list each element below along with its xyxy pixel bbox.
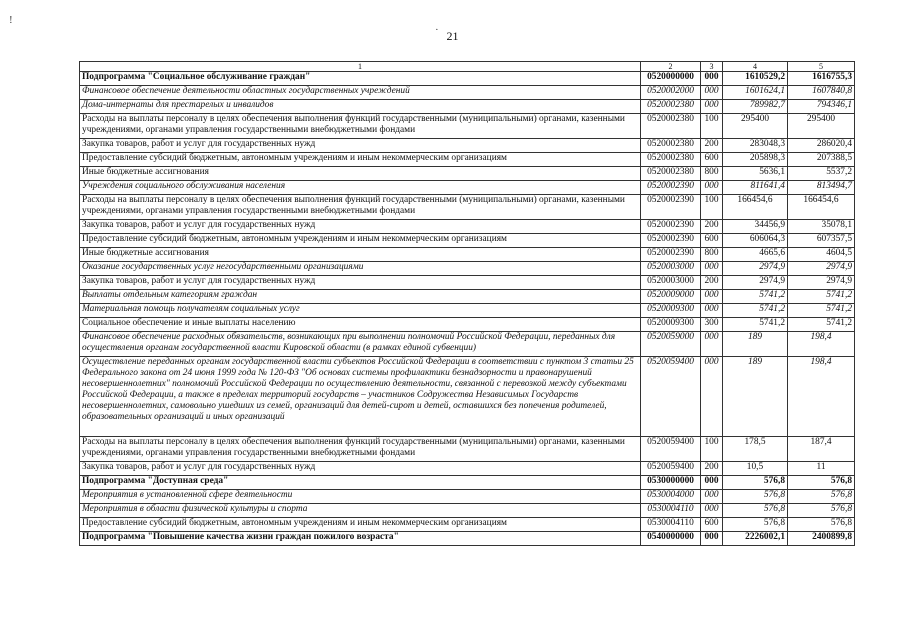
row-value-4: 576,8 bbox=[723, 518, 788, 532]
table-row bbox=[80, 234, 855, 248]
row-code: 0520002000 bbox=[641, 86, 701, 100]
row-value-5: 607357,5 bbox=[788, 234, 855, 248]
table-row bbox=[80, 114, 855, 139]
row-type: 000 bbox=[701, 357, 723, 437]
row-value-5: 576,8 bbox=[788, 518, 855, 532]
row-code: 0520059000 bbox=[641, 332, 701, 357]
table-row bbox=[80, 290, 855, 304]
table-row bbox=[80, 220, 855, 234]
row-type: 000 bbox=[701, 476, 723, 490]
row-value-4: 10,5 bbox=[723, 462, 788, 476]
row-value-4: 5741,2 bbox=[723, 304, 788, 318]
row-value-4: 811641,4 bbox=[723, 181, 788, 195]
table-row bbox=[80, 490, 855, 504]
row-value-5: 2400899,8 bbox=[788, 532, 855, 546]
column-header-5: 5 bbox=[788, 62, 855, 72]
row-value-4: 576,8 bbox=[723, 490, 788, 504]
row-name: Расходы на выплаты персоналу в целях обеспечения выполнения функций государственными (муниципальными) органами, казенными учреждениями, органами управления государственными внебюджетными фондами bbox=[80, 195, 641, 220]
row-type: 600 bbox=[701, 518, 723, 532]
row-type: 100 bbox=[701, 195, 723, 220]
row-value-5: 11 bbox=[788, 462, 855, 476]
table-row bbox=[80, 86, 855, 100]
row-code: 0540000000 bbox=[641, 532, 701, 546]
table-row bbox=[80, 153, 855, 167]
column-header-1: 1 bbox=[80, 62, 641, 72]
table-row bbox=[80, 304, 855, 318]
row-name: Дома-интернаты для престарелых и инвалидов bbox=[80, 100, 641, 114]
table-row bbox=[80, 462, 855, 476]
column-header-2: 2 bbox=[641, 62, 701, 72]
row-code: 0520002380 bbox=[641, 114, 701, 139]
row-code: 0520002390 bbox=[641, 248, 701, 262]
row-type: 800 bbox=[701, 167, 723, 181]
row-value-4: 576,8 bbox=[723, 476, 788, 490]
row-value-5: 1616755,3 bbox=[788, 72, 855, 86]
row-value-5: 4604,5 bbox=[788, 248, 855, 262]
row-name: Предоставление субсидий бюджетным, автономным учреждениям и иным некоммерческим организациям bbox=[80, 153, 641, 167]
row-type: 000 bbox=[701, 332, 723, 357]
row-value-5: 187,4 bbox=[788, 437, 855, 462]
row-name: Подпрограмма "Доступная среда" bbox=[80, 476, 641, 490]
row-type: 000 bbox=[701, 181, 723, 195]
table-row bbox=[80, 318, 855, 332]
row-code: 0520003000 bbox=[641, 262, 701, 276]
row-code: 0520009000 bbox=[641, 290, 701, 304]
table-row bbox=[80, 357, 855, 437]
row-value-5: 286020,4 bbox=[788, 139, 855, 153]
row-value-5: 2974,9 bbox=[788, 262, 855, 276]
row-type: 000 bbox=[701, 304, 723, 318]
row-code: 0520002380 bbox=[641, 153, 701, 167]
row-code: 0520009300 bbox=[641, 318, 701, 332]
budget-table-body bbox=[80, 62, 855, 546]
table-row bbox=[80, 476, 855, 490]
table-row bbox=[80, 276, 855, 290]
row-type: 000 bbox=[701, 490, 723, 504]
table-row bbox=[80, 518, 855, 532]
row-value-5: 794346,1 bbox=[788, 100, 855, 114]
table-row bbox=[80, 262, 855, 276]
row-value-5: 5741,2 bbox=[788, 290, 855, 304]
row-name: Иные бюджетные ассигнования bbox=[80, 248, 641, 262]
row-value-4: 295400 bbox=[723, 114, 788, 139]
row-value-5: 198,4 bbox=[788, 332, 855, 357]
row-type: 000 bbox=[701, 504, 723, 518]
row-value-4: 5741,2 bbox=[723, 318, 788, 332]
row-type: 800 bbox=[701, 248, 723, 262]
row-code: 0520000000 bbox=[641, 72, 701, 86]
row-code: 0520002380 bbox=[641, 139, 701, 153]
table-row bbox=[80, 167, 855, 181]
row-value-4: 1601624,1 bbox=[723, 86, 788, 100]
row-name: Мероприятия в установленной сфере деятельности bbox=[80, 490, 641, 504]
row-type: 100 bbox=[701, 437, 723, 462]
scan-dot: · bbox=[435, 24, 439, 36]
row-type: 200 bbox=[701, 220, 723, 234]
row-value-5: 35078,1 bbox=[788, 220, 855, 234]
row-name: Подпрограмма "Повышение качества жизни граждан пожилого возраста" bbox=[80, 532, 641, 546]
row-code: 0520059400 bbox=[641, 357, 701, 437]
row-type: 000 bbox=[701, 532, 723, 546]
row-code: 0520002390 bbox=[641, 234, 701, 248]
row-type: 200 bbox=[701, 139, 723, 153]
row-value-4: 166454,6 bbox=[723, 195, 788, 220]
row-code: 0520059400 bbox=[641, 462, 701, 476]
row-type: 000 bbox=[701, 262, 723, 276]
row-type: 000 bbox=[701, 86, 723, 100]
row-name: Осуществление переданных органам государственной власти субъектов Российской Федерации в соответствии с пунктом 3 статьи 25 Федерального закона от 24 июня 1999 года № 120-ФЗ "Об основах системы профилактики безнадзорности и правонарушений несовершеннолетних" полномочий Российской Федерации по осуществлению деятельности, связанной с перевозкой между субъектами Российской Федерации, а также в пределах территорий государств – участников Содружества Независимых Государств несовершеннолетних, самовольно ушедших из семей, организаций для детей-сирот и детей, оставшихся без попечения родителей, образовательных организаций и иных организаций bbox=[80, 357, 641, 437]
table-row bbox=[80, 248, 855, 262]
row-name: Иные бюджетные ассигнования bbox=[80, 167, 641, 181]
row-value-4: 1610529,2 bbox=[723, 72, 788, 86]
row-type: 600 bbox=[701, 234, 723, 248]
row-type: 200 bbox=[701, 276, 723, 290]
column-header-3: 3 bbox=[701, 62, 723, 72]
row-value-4: 4665,6 bbox=[723, 248, 788, 262]
row-code: 0520003000 bbox=[641, 276, 701, 290]
row-name: Оказание государственных услуг негосударственными организациями bbox=[80, 262, 641, 276]
row-name: Финансовое обеспечение деятельности областных государственных учреждений bbox=[80, 86, 641, 100]
table-row bbox=[80, 504, 855, 518]
column-header-4: 4 bbox=[723, 62, 788, 72]
table-row bbox=[80, 139, 855, 153]
row-name: Выплаты отдельным категориям граждан bbox=[80, 290, 641, 304]
table-row bbox=[80, 532, 855, 546]
row-value-4: 283048,3 bbox=[723, 139, 788, 153]
row-type: 100 bbox=[701, 114, 723, 139]
row-value-4: 189 bbox=[723, 332, 788, 357]
row-value-5: 5741,2 bbox=[788, 318, 855, 332]
row-code: 0520002390 bbox=[641, 181, 701, 195]
row-name: Учреждения социального обслуживания населения bbox=[80, 181, 641, 195]
budget-table bbox=[79, 61, 855, 546]
row-value-5: 5537,2 bbox=[788, 167, 855, 181]
row-value-4: 5741,2 bbox=[723, 290, 788, 304]
row-value-5: 207388,5 bbox=[788, 153, 855, 167]
row-type: 200 bbox=[701, 462, 723, 476]
row-name: Закупка товаров, работ и услуг для государственных нужд bbox=[80, 276, 641, 290]
row-type: 600 bbox=[701, 153, 723, 167]
row-code: 0530000000 bbox=[641, 476, 701, 490]
row-code: 0530004110 bbox=[641, 518, 701, 532]
row-name: Закупка товаров, работ и услуг для государственных нужд bbox=[80, 462, 641, 476]
row-value-4: 2974,9 bbox=[723, 276, 788, 290]
row-value-4: 789982,7 bbox=[723, 100, 788, 114]
row-value-5: 576,8 bbox=[788, 476, 855, 490]
row-value-4: 606064,3 bbox=[723, 234, 788, 248]
row-code: 0520002380 bbox=[641, 167, 701, 181]
row-type: 000 bbox=[701, 290, 723, 304]
row-value-4: 576,8 bbox=[723, 504, 788, 518]
row-value-4: 189 bbox=[723, 357, 788, 437]
table-row bbox=[80, 195, 855, 220]
row-value-5: 166454,6 bbox=[788, 195, 855, 220]
row-value-4: 178,5 bbox=[723, 437, 788, 462]
row-name: Подпрограмма "Социальное обслуживание граждан" bbox=[80, 72, 641, 86]
table-row bbox=[80, 437, 855, 462]
row-name: Мероприятия в области физической культуры и спорта bbox=[80, 504, 641, 518]
row-value-4: 2226002,1 bbox=[723, 532, 788, 546]
row-value-4: 5636,1 bbox=[723, 167, 788, 181]
row-type: 300 bbox=[701, 318, 723, 332]
row-name: Материальная помощь получателям социальных услуг bbox=[80, 304, 641, 318]
row-code: 0530004000 bbox=[641, 490, 701, 504]
row-code: 0530004110 bbox=[641, 504, 701, 518]
row-value-5: 813494,7 bbox=[788, 181, 855, 195]
row-type: 000 bbox=[701, 72, 723, 86]
table-row bbox=[80, 332, 855, 357]
page-number: 21 bbox=[446, 29, 459, 43]
row-code: 0520059400 bbox=[641, 437, 701, 462]
row-value-5: 576,8 bbox=[788, 504, 855, 518]
row-name: Финансовое обеспечение расходных обязательств, возникающих при выполнении полномочий Российской Федерации, переданных для осуществления органам государственной власти Кировской области (в рамках единой субвенции) bbox=[80, 332, 641, 357]
row-name: Социальное обеспечение и иные выплаты населению bbox=[80, 318, 641, 332]
table-header-row bbox=[80, 62, 855, 72]
row-name: Предоставление субсидий бюджетным, автономным учреждениям и иным некоммерческим организациям bbox=[80, 234, 641, 248]
row-name: Расходы на выплаты персоналу в целях обеспечения выполнения функций государственными (муниципальными) органами, казенными учреждениями, органами управления государственными внебюджетными фондами bbox=[80, 437, 641, 462]
row-value-5: 198,4 bbox=[788, 357, 855, 437]
table-row bbox=[80, 72, 855, 86]
row-value-5: 1607840,8 bbox=[788, 86, 855, 100]
table-row bbox=[80, 100, 855, 114]
row-value-4: 205898,3 bbox=[723, 153, 788, 167]
row-name: Предоставление субсидий бюджетным, автономным учреждениям и иным некоммерческим организациям bbox=[80, 518, 641, 532]
row-name: Закупка товаров, работ и услуг для государственных нужд bbox=[80, 220, 641, 234]
table-row bbox=[80, 181, 855, 195]
row-name: Закупка товаров, работ и услуг для государственных нужд bbox=[80, 139, 641, 153]
scan-mark: ! bbox=[9, 14, 13, 26]
row-code: 0520002390 bbox=[641, 220, 701, 234]
row-name: Расходы на выплаты персоналу в целях обеспечения выполнения функций государственными (муниципальными) органами, казенными учреждениями, органами управления государственными внебюджетными фондами bbox=[80, 114, 641, 139]
row-value-4: 34456,9 bbox=[723, 220, 788, 234]
row-value-5: 2974,9 bbox=[788, 276, 855, 290]
row-value-5: 5741,2 bbox=[788, 304, 855, 318]
row-code: 0520002380 bbox=[641, 100, 701, 114]
row-value-5: 295400 bbox=[788, 114, 855, 139]
row-value-4: 2974,9 bbox=[723, 262, 788, 276]
row-code: 0520009300 bbox=[641, 304, 701, 318]
row-value-5: 576,8 bbox=[788, 490, 855, 504]
row-type: 000 bbox=[701, 100, 723, 114]
row-code: 0520002390 bbox=[641, 195, 701, 220]
